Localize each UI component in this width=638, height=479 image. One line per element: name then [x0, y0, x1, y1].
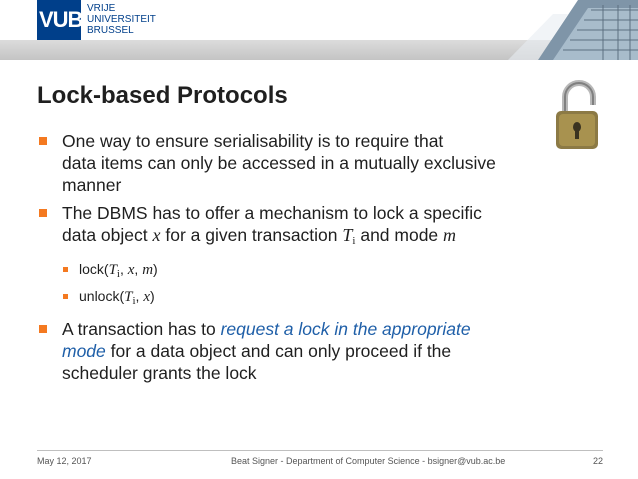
close-paren: ) [153, 261, 158, 277]
fn-unlock: unlock( [79, 288, 125, 304]
text: for a data object and can only proceed if the [105, 341, 452, 361]
footer-author: Beat Signer - Department of Computer Science - bsigner@vub.ac.be [231, 456, 506, 466]
logo-line-2: UNIVERSITEIT [87, 14, 156, 25]
bullet-3 [37, 318, 597, 384]
bullet-3-line-3: scheduler grants the lock [62, 363, 257, 383]
sep: , [134, 261, 143, 277]
footer [0, 449, 638, 479]
header-bar [0, 0, 638, 60]
footer-divider [37, 450, 603, 451]
bullet-3-line-1 [62, 318, 597, 340]
fn-lock: lock( [79, 261, 109, 277]
text: and mode [355, 225, 444, 245]
var-T: T [124, 289, 133, 305]
slide-content [37, 130, 597, 390]
vub-logo [37, 0, 211, 40]
var-m: m [142, 262, 154, 278]
bullet-1-line-3: manner [62, 175, 122, 195]
bullet-3-line-2 [62, 340, 597, 362]
close-paren: ) [150, 288, 155, 304]
logo-university-lines [87, 3, 156, 36]
text: data object [62, 225, 153, 245]
emphasis-text: request a lock in the appropriate [220, 319, 471, 339]
sub-bullet-unlock [37, 285, 597, 312]
var-m: m [443, 225, 457, 245]
var-x: x [152, 225, 161, 245]
subscript-i: i [352, 235, 356, 247]
subscript-i: i [116, 268, 120, 280]
text: for a given transaction [160, 225, 343, 245]
bullet-2-line-2 [62, 224, 597, 252]
bullet-2 [37, 202, 597, 252]
page-number: 22 [593, 456, 604, 466]
logo-line-3: BRUSSEL [87, 25, 134, 36]
text: A transaction has to [62, 319, 221, 339]
emphasis-text: mode [62, 341, 106, 361]
bullet-1 [37, 130, 597, 196]
var-T: T [342, 225, 353, 245]
sep: , [119, 261, 128, 277]
var-x: x [127, 262, 135, 278]
slide-title: Lock-based Protocols [37, 82, 288, 109]
building-image [508, 0, 638, 60]
bullet-1-line-2: data items can only be accessed in a mutually exclusive [62, 153, 496, 173]
bullet-1-line-1: One way to ensure serialisability is to require that [62, 131, 444, 151]
sep: , [135, 288, 144, 304]
subscript-i: i [132, 295, 136, 307]
sub-bullet-lock [37, 258, 597, 285]
bullet-2-line-1: The DBMS has to offer a mechanism to lock a specific [62, 203, 482, 223]
logo-line-1: VRIJE [87, 3, 116, 14]
logo-main-text: VUB [39, 7, 83, 32]
var-x: x [143, 289, 150, 305]
var-T: T [108, 262, 117, 278]
footer-date: May 12, 2017 [37, 456, 92, 466]
